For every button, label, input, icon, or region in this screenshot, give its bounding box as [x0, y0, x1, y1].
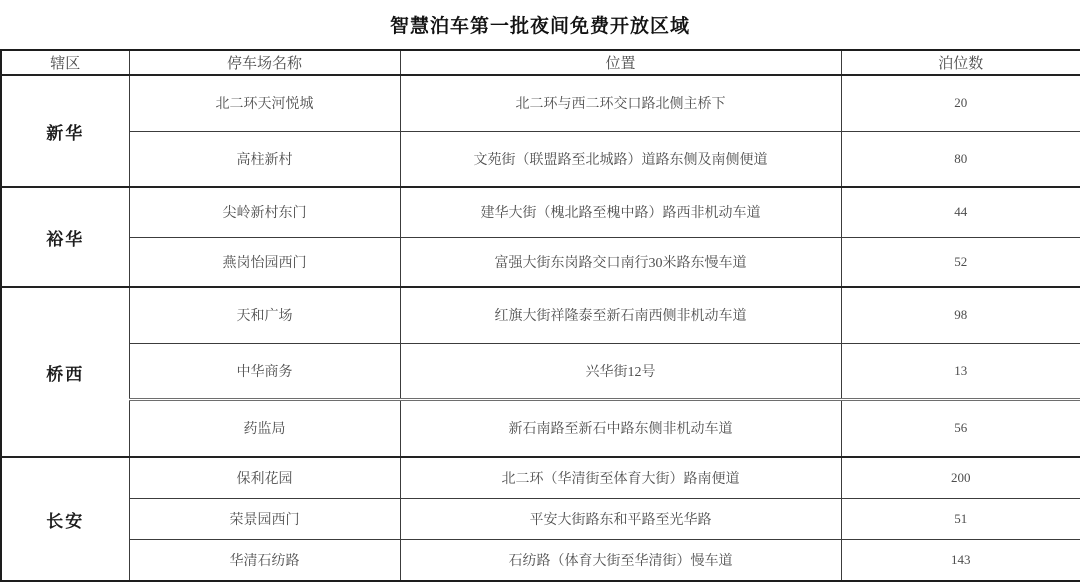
district-cell-yuhua: 裕华 — [1, 187, 129, 287]
parking-table — [0, 49, 1080, 582]
spaces-cell: 44 — [841, 187, 1080, 237]
header-location: 位置 — [400, 50, 841, 75]
header-spaces: 泊位数 — [841, 50, 1080, 75]
spaces-cell: 80 — [841, 131, 1080, 187]
parking-name-cell: 中华商务 — [129, 343, 400, 399]
spaces-cell: 56 — [841, 399, 1080, 457]
parking-name-cell: 华清石纺路 — [129, 539, 400, 581]
location-cell: 北二环与西二环交口路北侧主桥下 — [400, 75, 841, 131]
location-cell: 建华大街（槐北路至槐中路）路西非机动车道 — [400, 187, 841, 237]
district-cell-qiaoxi: 桥西 — [1, 287, 129, 457]
table-row — [1, 343, 1080, 399]
table-row — [1, 539, 1080, 581]
location-cell: 富强大街东岗路交口南行30米路东慢车道 — [400, 237, 841, 287]
parking-name-cell: 高柱新村 — [129, 131, 400, 187]
table-row — [1, 399, 1080, 457]
table-row — [1, 287, 1080, 343]
table-row — [1, 237, 1080, 287]
spaces-cell: 200 — [841, 457, 1080, 498]
location-cell: 北二环（华清街至体育大街）路南便道 — [400, 457, 841, 498]
parking-name-cell: 北二环天河悦城 — [129, 75, 400, 131]
table-row — [1, 131, 1080, 187]
table-body — [1, 75, 1080, 581]
location-cell: 新石南路至新石中路东侧非机动车道 — [400, 399, 841, 457]
spaces-cell: 98 — [841, 287, 1080, 343]
location-cell: 石纺路（体育大街至华清街）慢车道 — [400, 539, 841, 581]
location-cell: 红旗大街祥隆泰至新石南西侧非机动车道 — [400, 287, 841, 343]
spaces-cell: 51 — [841, 498, 1080, 539]
parking-name-cell: 保利花园 — [129, 457, 400, 498]
parking-name-cell: 荣景园西门 — [129, 498, 400, 539]
district-cell-changan: 长安 — [1, 457, 129, 581]
table-row — [1, 75, 1080, 131]
table-header — [1, 50, 1080, 75]
header-row — [1, 50, 1080, 75]
table-row — [1, 498, 1080, 539]
table-row — [1, 187, 1080, 237]
parking-name-cell: 燕岗怡园西门 — [129, 237, 400, 287]
location-cell: 文苑街（联盟路至北城路）道路东侧及南侧便道 — [400, 131, 841, 187]
parking-name-cell: 尖岭新村东门 — [129, 187, 400, 237]
table-row — [1, 457, 1080, 498]
page-title: 智慧泊车第一批夜间免费开放区域 — [389, 16, 690, 37]
location-cell: 平安大街路东和平路至光华路 — [400, 498, 841, 539]
title-bar — [0, 0, 1080, 49]
spaces-cell: 52 — [841, 237, 1080, 287]
parking-name-cell: 药监局 — [129, 399, 400, 457]
district-cell-xinhua: 新华 — [1, 75, 129, 187]
header-district: 辖区 — [1, 50, 129, 75]
spaces-cell: 20 — [841, 75, 1080, 131]
location-cell: 兴华街12号 — [400, 343, 841, 399]
spaces-cell: 143 — [841, 539, 1080, 581]
header-parking-name: 停车场名称 — [129, 50, 400, 75]
spaces-cell: 13 — [841, 343, 1080, 399]
parking-name-cell: 天和广场 — [129, 287, 400, 343]
